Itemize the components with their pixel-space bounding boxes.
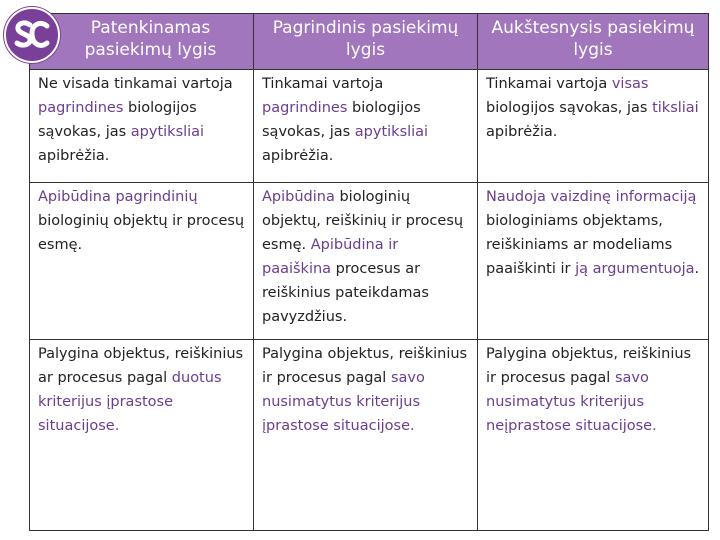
cell-describe-advanced: Naudoja vaizdinę informaciją biologiniams objektams, reiškiniams ar modeliams paaiškinti ir ją argumentuoja.: [478, 183, 709, 340]
achievement-levels-table: [29, 13, 709, 531]
cell-concepts-satisfactory: Ne visada tinkamai vartoja pagrindines biologijos sąvokas, jas apytiksliai apibrėžia.: [30, 70, 254, 183]
cell-compare-basic: Palygina objektus, reiškinius ir procesus pagal savo nusimatytus kriterijus įprastose situacijose.: [254, 340, 478, 531]
header-satisfactory: Patenkinamas pasiekimų lygis: [30, 14, 254, 70]
cell-concepts-advanced: Tinkamai vartoja visas biologijos sąvokas, jas tiksliai apibrėžia.: [478, 70, 709, 183]
cell-describe-satisfactory: Apibūdina pagrindinių biologinių objektų ir procesų esmę.: [30, 183, 254, 340]
table-row: [30, 183, 709, 340]
table-row: [30, 340, 709, 531]
header-row: [30, 14, 709, 70]
cell-concepts-basic: Tinkamai vartoja pagrindines biologijos sąvokas, jas apytiksliai apibrėžia.: [254, 70, 478, 183]
table-row: [30, 70, 709, 183]
cell-compare-advanced: Palygina objektus, reiškinius ir procesus pagal savo nusimatytus kriterijus neįprastose situacijose.: [478, 340, 709, 531]
header-basic: Pagrindinis pasiekimų lygis: [254, 14, 478, 70]
header-advanced: Aukštesnysis pasiekimų lygis: [478, 14, 709, 70]
cell-compare-satisfactory: Palygina objektus, reiškinius ar procesus pagal duotus kriterijus įprastose situacijose.: [30, 340, 254, 531]
cell-describe-basic: Apibūdina biologinių objektų, reiškinių ir procesų esmę. Apibūdina ir paaiškina procesus ar reiškinius pateikdamas pavyzdžius.: [254, 183, 478, 340]
logo: [3, 6, 61, 64]
